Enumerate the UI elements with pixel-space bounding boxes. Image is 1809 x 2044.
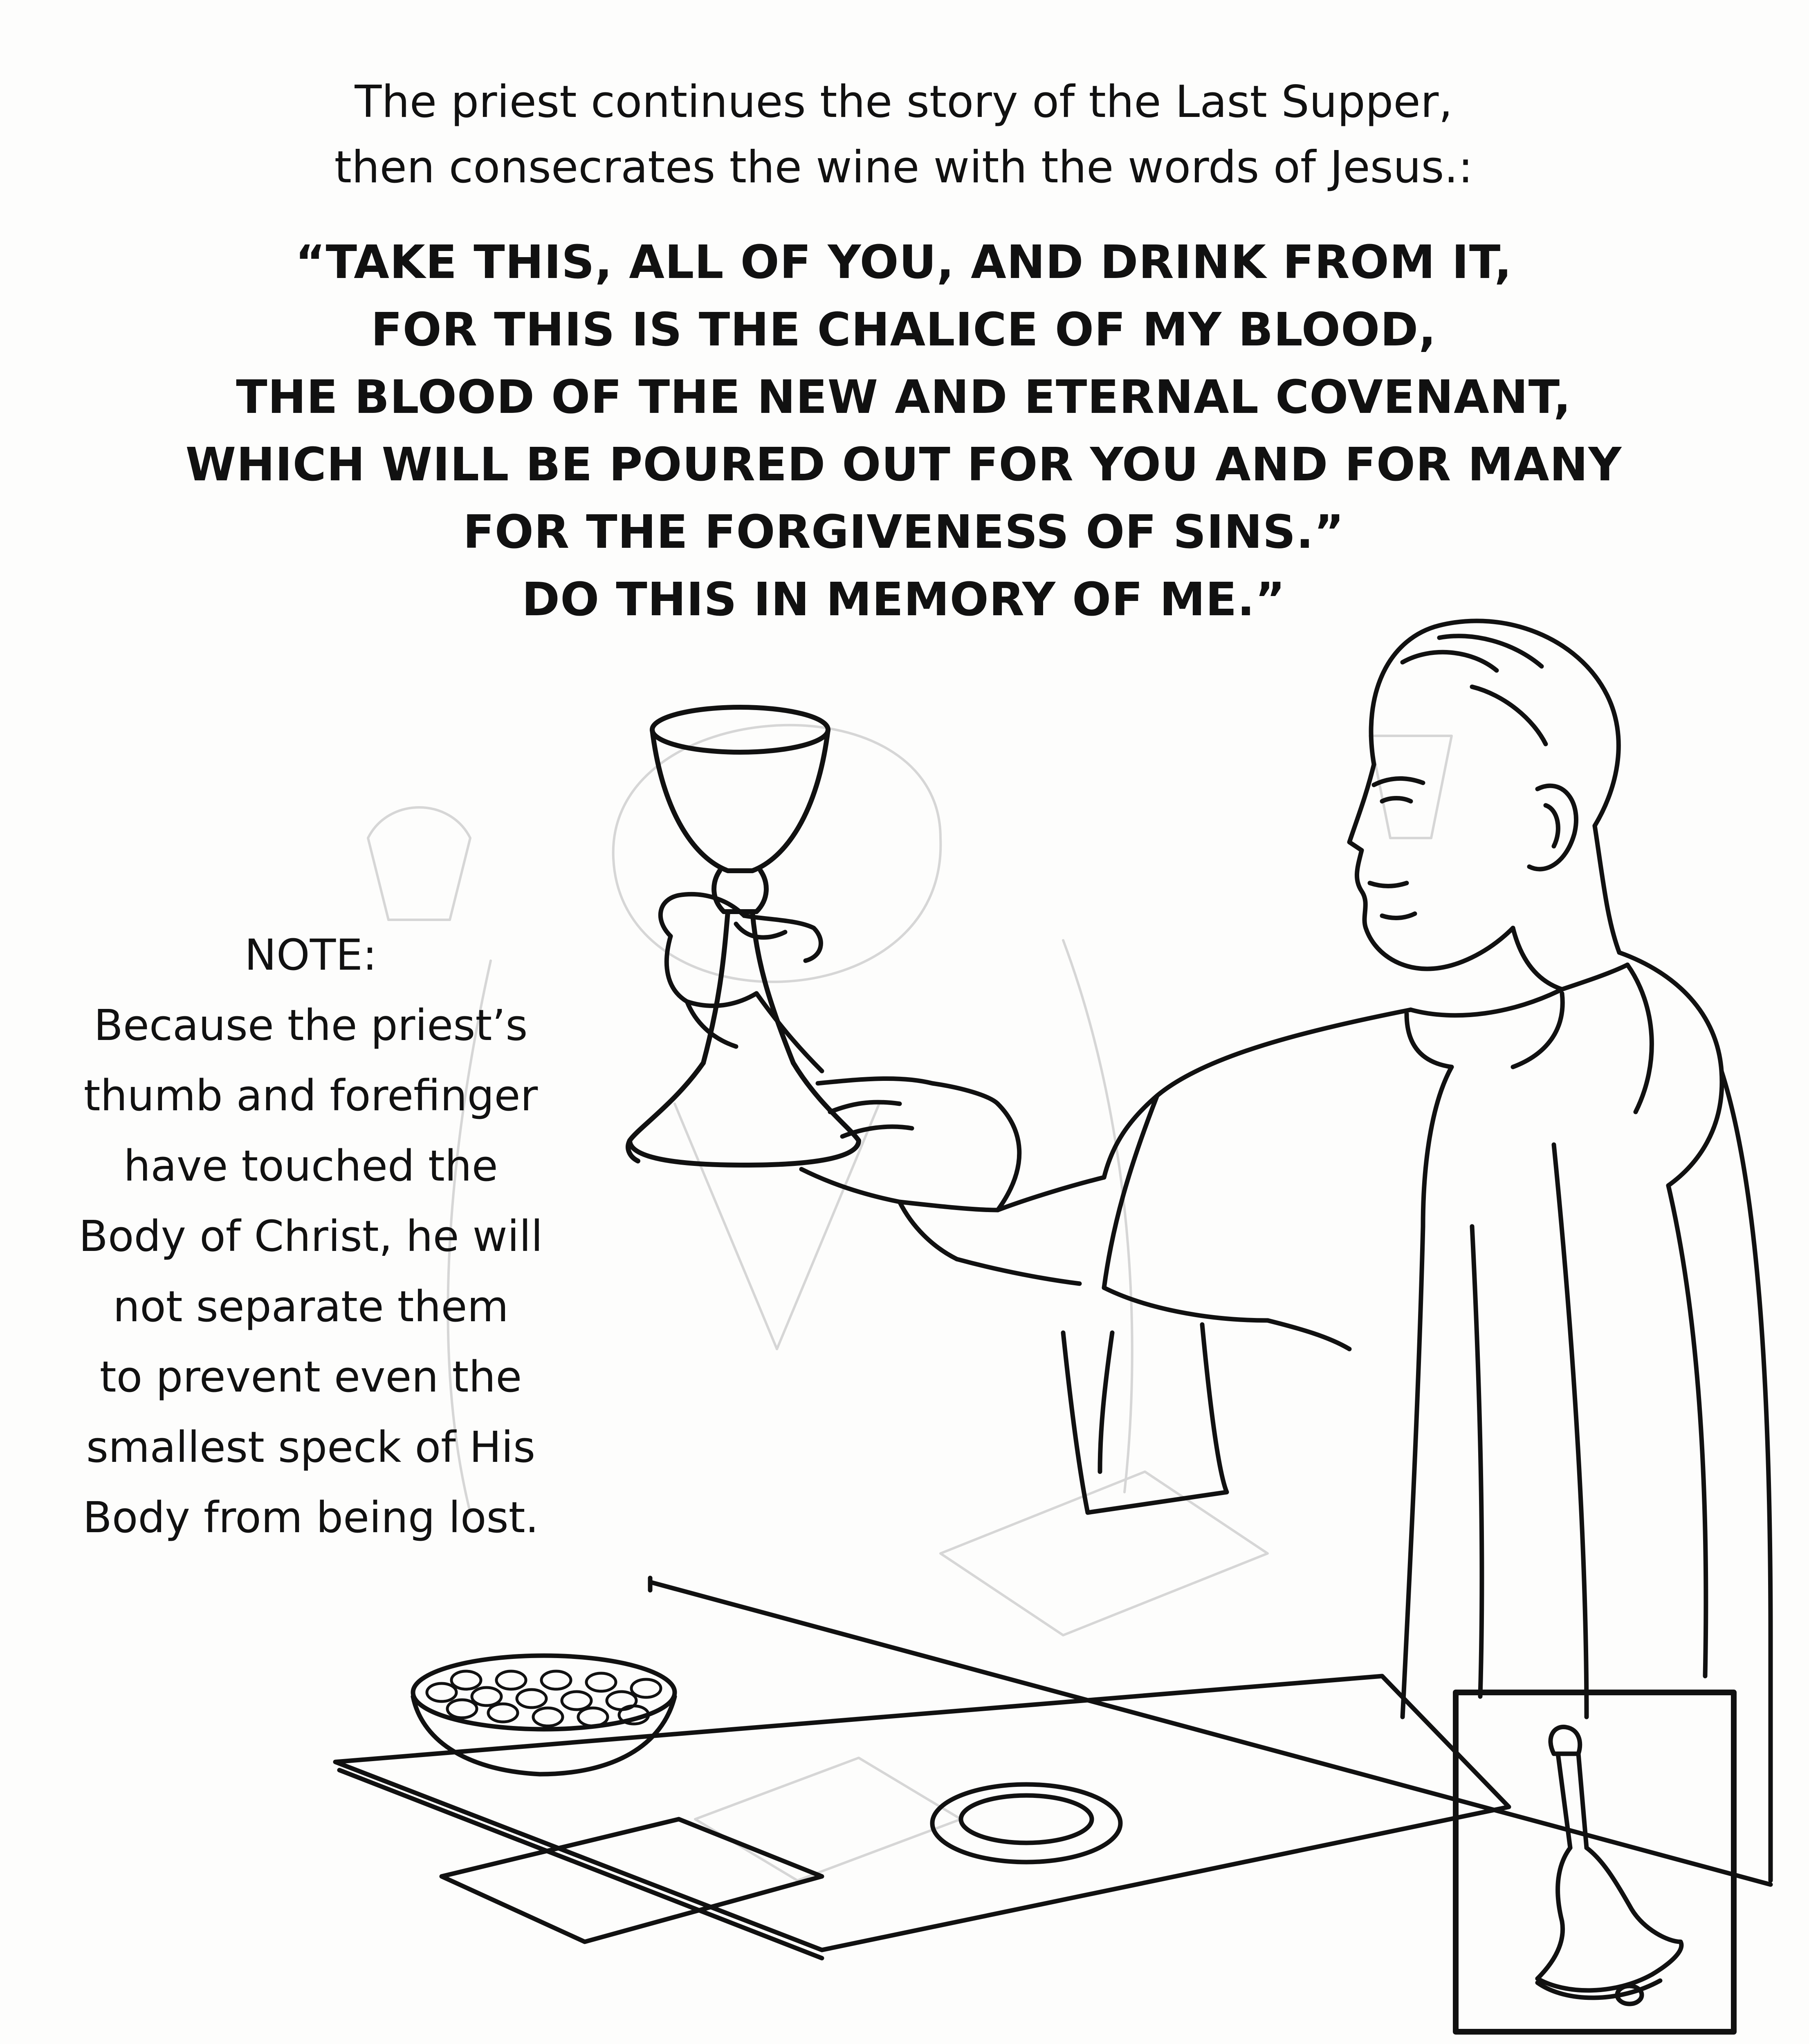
consecration-line: DO THIS IN MEMORY OF ME.” <box>522 573 1286 626</box>
consecration-line: FOR THIS IS THE CHALICE OF MY BLOOD, <box>371 303 1436 356</box>
consecration-line: “TAKE THIS, ALL OF YOU, AND DRINK FROM IT, <box>295 236 1513 289</box>
priest-head <box>1349 621 1619 989</box>
consecration-line: FOR THE FORGIVENESS OF SINS.” <box>463 506 1344 559</box>
consecration-line: WHICH WILL BE POURED OUT FOR YOU AND FOR MANY <box>185 438 1622 491</box>
bell-icon <box>1537 1727 1681 2004</box>
note-block <box>65 920 556 1553</box>
consecration-line: THE BLOOD OF THE NEW AND ETERNAL COVENANT, <box>236 371 1571 424</box>
intro-text <box>123 69 1685 200</box>
priest-robe <box>998 953 1771 1880</box>
words-of-consecration <box>123 229 1685 634</box>
chalice <box>628 707 859 1165</box>
intro-line-1: The priest continues the story of the Last Supper, <box>355 76 1453 128</box>
note-line: thumb and forefinger <box>83 1071 538 1121</box>
note-line: Because the priest’s <box>94 1000 528 1050</box>
note-line: smallest speck of His <box>86 1422 536 1472</box>
note-heading: NOTE: <box>245 930 377 980</box>
note-line: Body of Christ, he will <box>79 1211 543 1261</box>
intro-line-2: then consecrates the wine with the words of Jesus.: <box>334 142 1473 193</box>
note-line: have touched the <box>123 1141 498 1191</box>
note-line: Body from being lost. <box>83 1493 539 1542</box>
note-line: not separate them <box>113 1282 509 1331</box>
altar <box>335 1578 1771 1958</box>
note-line: to prevent even the <box>99 1352 522 1402</box>
